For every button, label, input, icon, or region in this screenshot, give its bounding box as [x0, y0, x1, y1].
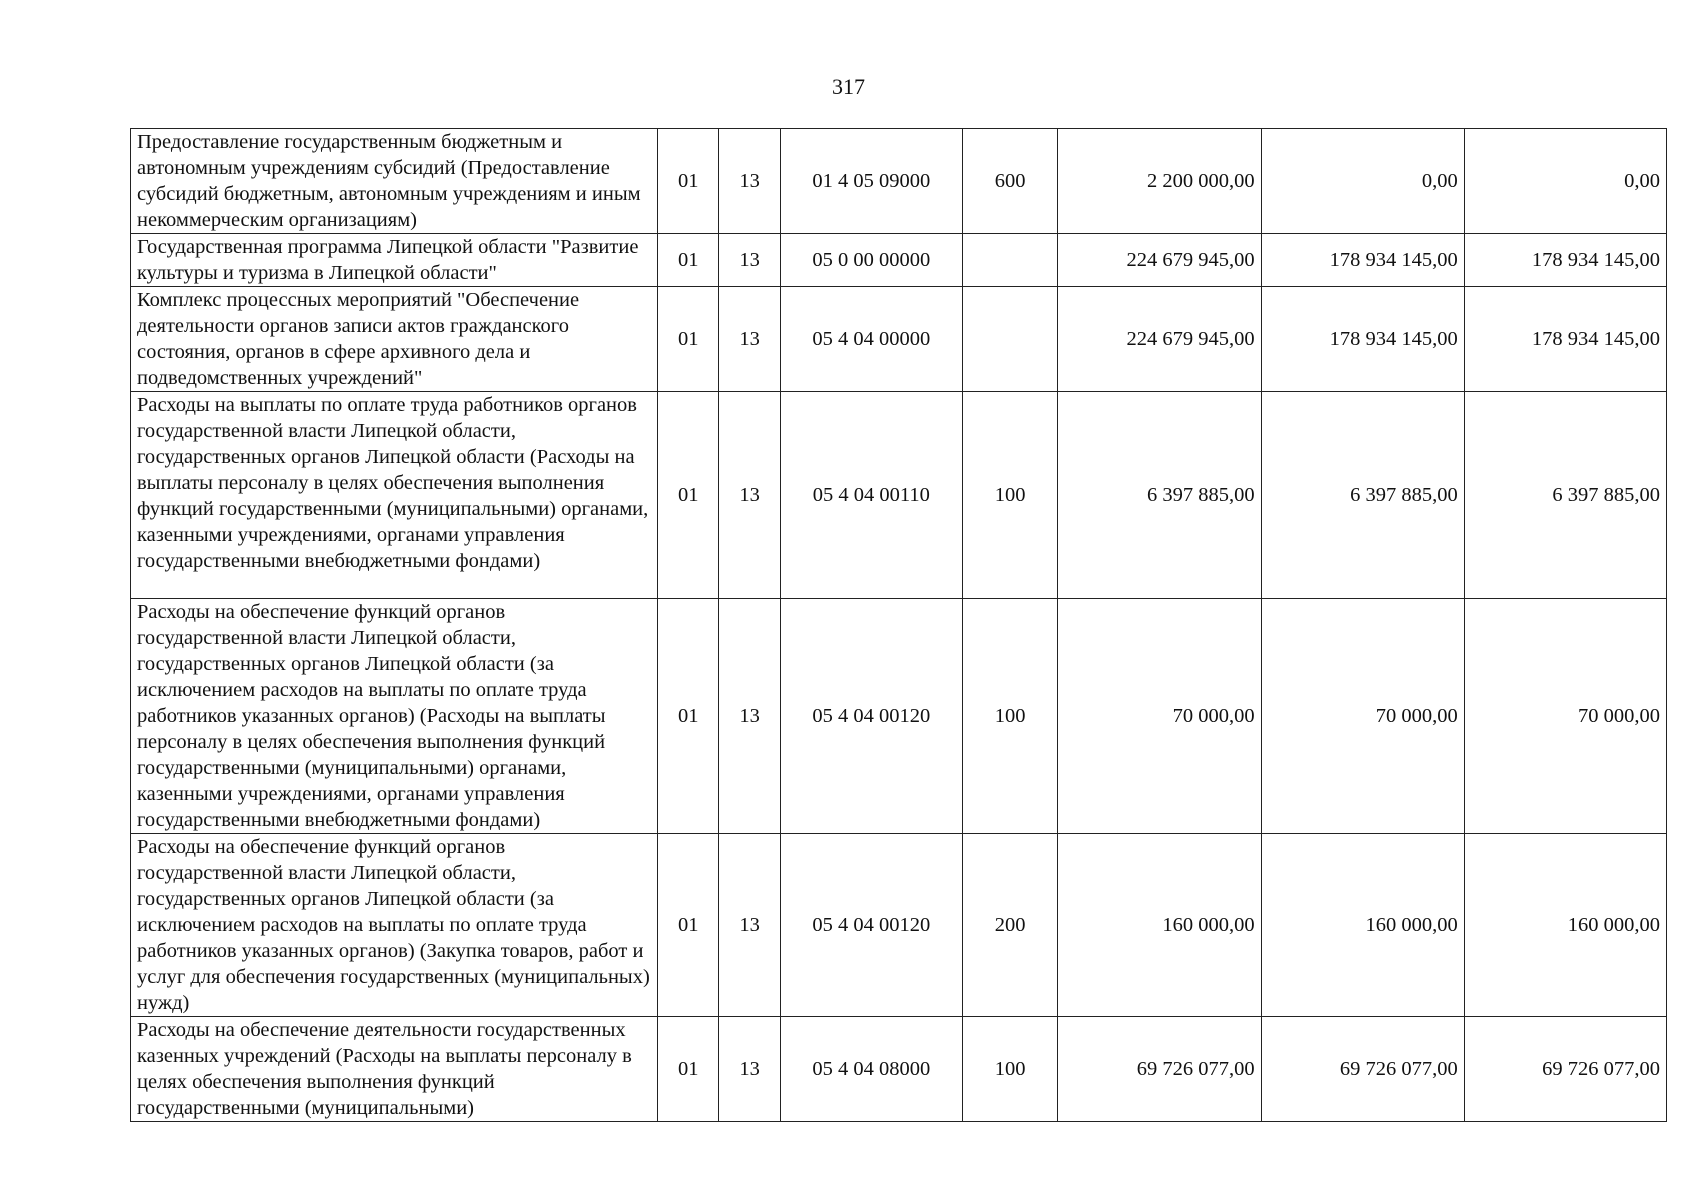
section-code: 01 [658, 287, 719, 392]
expense-type-code [962, 287, 1058, 392]
expense-type-code: 200 [962, 834, 1058, 1017]
amount-year-2: 160 000,00 [1261, 834, 1464, 1017]
amount-year-2: 6 397 885,00 [1261, 392, 1464, 599]
amount-year-2: 70 000,00 [1261, 599, 1464, 834]
table-row [131, 287, 1667, 392]
amount-year-1: 160 000,00 [1058, 834, 1261, 1017]
row-description: Государственная программа Липецкой области "Развитие культуры и туризма в Липецкой области" [131, 234, 658, 287]
expense-type-code [962, 234, 1058, 287]
amount-year-3: 0,00 [1464, 129, 1666, 234]
target-article-code: 05 4 04 00120 [780, 834, 962, 1017]
expense-type-code: 100 [962, 1017, 1058, 1122]
target-article-code: 05 4 04 00120 [780, 599, 962, 834]
amount-year-2: 0,00 [1261, 129, 1464, 234]
row-description: Расходы на обеспечение функций органов государственной власти Липецкой области, государственных органов Липецкой области (за исключением расходов на выплаты по оплате труда работников указанных органов) (Закупка товаров, работ и услуг для обеспечения государственных (муниципальных) нужд) [131, 834, 658, 1017]
subsection-code: 13 [719, 392, 780, 599]
subsection-code: 13 [719, 234, 780, 287]
row-description: Предоставление государственным бюджетным и автономным учреждениям субсидий (Предоставление субсидий бюджетным, автономным учреждениям и иным некоммерческим организациям) [131, 129, 658, 234]
amount-year-2: 178 934 145,00 [1261, 234, 1464, 287]
section-code: 01 [658, 129, 719, 234]
amount-year-3: 6 397 885,00 [1464, 392, 1666, 599]
target-article-code: 05 4 04 00000 [780, 287, 962, 392]
amount-year-1: 69 726 077,00 [1058, 1017, 1261, 1122]
row-description: Расходы на обеспечение функций органов государственной власти Липецкой области, государственных органов Липецкой области (за исключением расходов на выплаты по оплате труда работников указанных органов) (Расходы на выплаты персоналу в целях обеспечения выполнения функций государственными (муниципальными) органами, казенными учреждениями, органами управления государственными внебюджетными фондами) [131, 599, 658, 834]
table-row [131, 392, 1667, 599]
subsection-code: 13 [719, 287, 780, 392]
section-code: 01 [658, 234, 719, 287]
section-code: 01 [658, 834, 719, 1017]
section-code: 01 [658, 392, 719, 599]
expense-type-code: 600 [962, 129, 1058, 234]
table-row [131, 599, 1667, 834]
amount-year-1: 224 679 945,00 [1058, 287, 1261, 392]
amount-year-3: 69 726 077,00 [1464, 1017, 1666, 1122]
table-row [131, 1017, 1667, 1122]
amount-year-1: 224 679 945,00 [1058, 234, 1261, 287]
target-article-code: 01 4 05 09000 [780, 129, 962, 234]
target-article-code: 05 0 00 00000 [780, 234, 962, 287]
table-row [131, 234, 1667, 287]
row-description: Расходы на выплаты по оплате труда работников органов государственной власти Липецкой области, государственных органов Липецкой области (Расходы на выплаты персоналу в целях обеспечения выполнения функций государственными (муниципальными) органами, казенными учреждениями, органами управления государственными внебюджетными фондами) [131, 392, 658, 599]
amount-year-2: 69 726 077,00 [1261, 1017, 1464, 1122]
subsection-code: 13 [719, 834, 780, 1017]
section-code: 01 [658, 1017, 719, 1122]
expense-type-code: 100 [962, 392, 1058, 599]
subsection-code: 13 [719, 1017, 780, 1122]
amount-year-3: 178 934 145,00 [1464, 234, 1666, 287]
amount-year-1: 70 000,00 [1058, 599, 1261, 834]
subsection-code: 13 [719, 599, 780, 834]
section-code: 01 [658, 599, 719, 834]
table-row [131, 834, 1667, 1017]
amount-year-3: 70 000,00 [1464, 599, 1666, 834]
amount-year-3: 160 000,00 [1464, 834, 1666, 1017]
subsection-code: 13 [719, 129, 780, 234]
target-article-code: 05 4 04 00110 [780, 392, 962, 599]
amount-year-1: 2 200 000,00 [1058, 129, 1261, 234]
row-description: Комплекс процессных мероприятий "Обеспечение деятельности органов записи актов гражданского состояния, органов в сфере архивного дела и подведомственных учреждений" [131, 287, 658, 392]
budget-table [130, 128, 1667, 1122]
amount-year-1: 6 397 885,00 [1058, 392, 1261, 599]
amount-year-3: 178 934 145,00 [1464, 287, 1666, 392]
page-number: 317 [832, 74, 865, 99]
target-article-code: 05 4 04 08000 [780, 1017, 962, 1122]
amount-year-2: 178 934 145,00 [1261, 287, 1464, 392]
expense-type-code: 100 [962, 599, 1058, 834]
table-row [131, 129, 1667, 234]
row-description: Расходы на обеспечение деятельности государственных казенных учреждений (Расходы на выплаты персоналу в целях обеспечения выполнения функций государственными (муниципальными) [131, 1017, 658, 1122]
